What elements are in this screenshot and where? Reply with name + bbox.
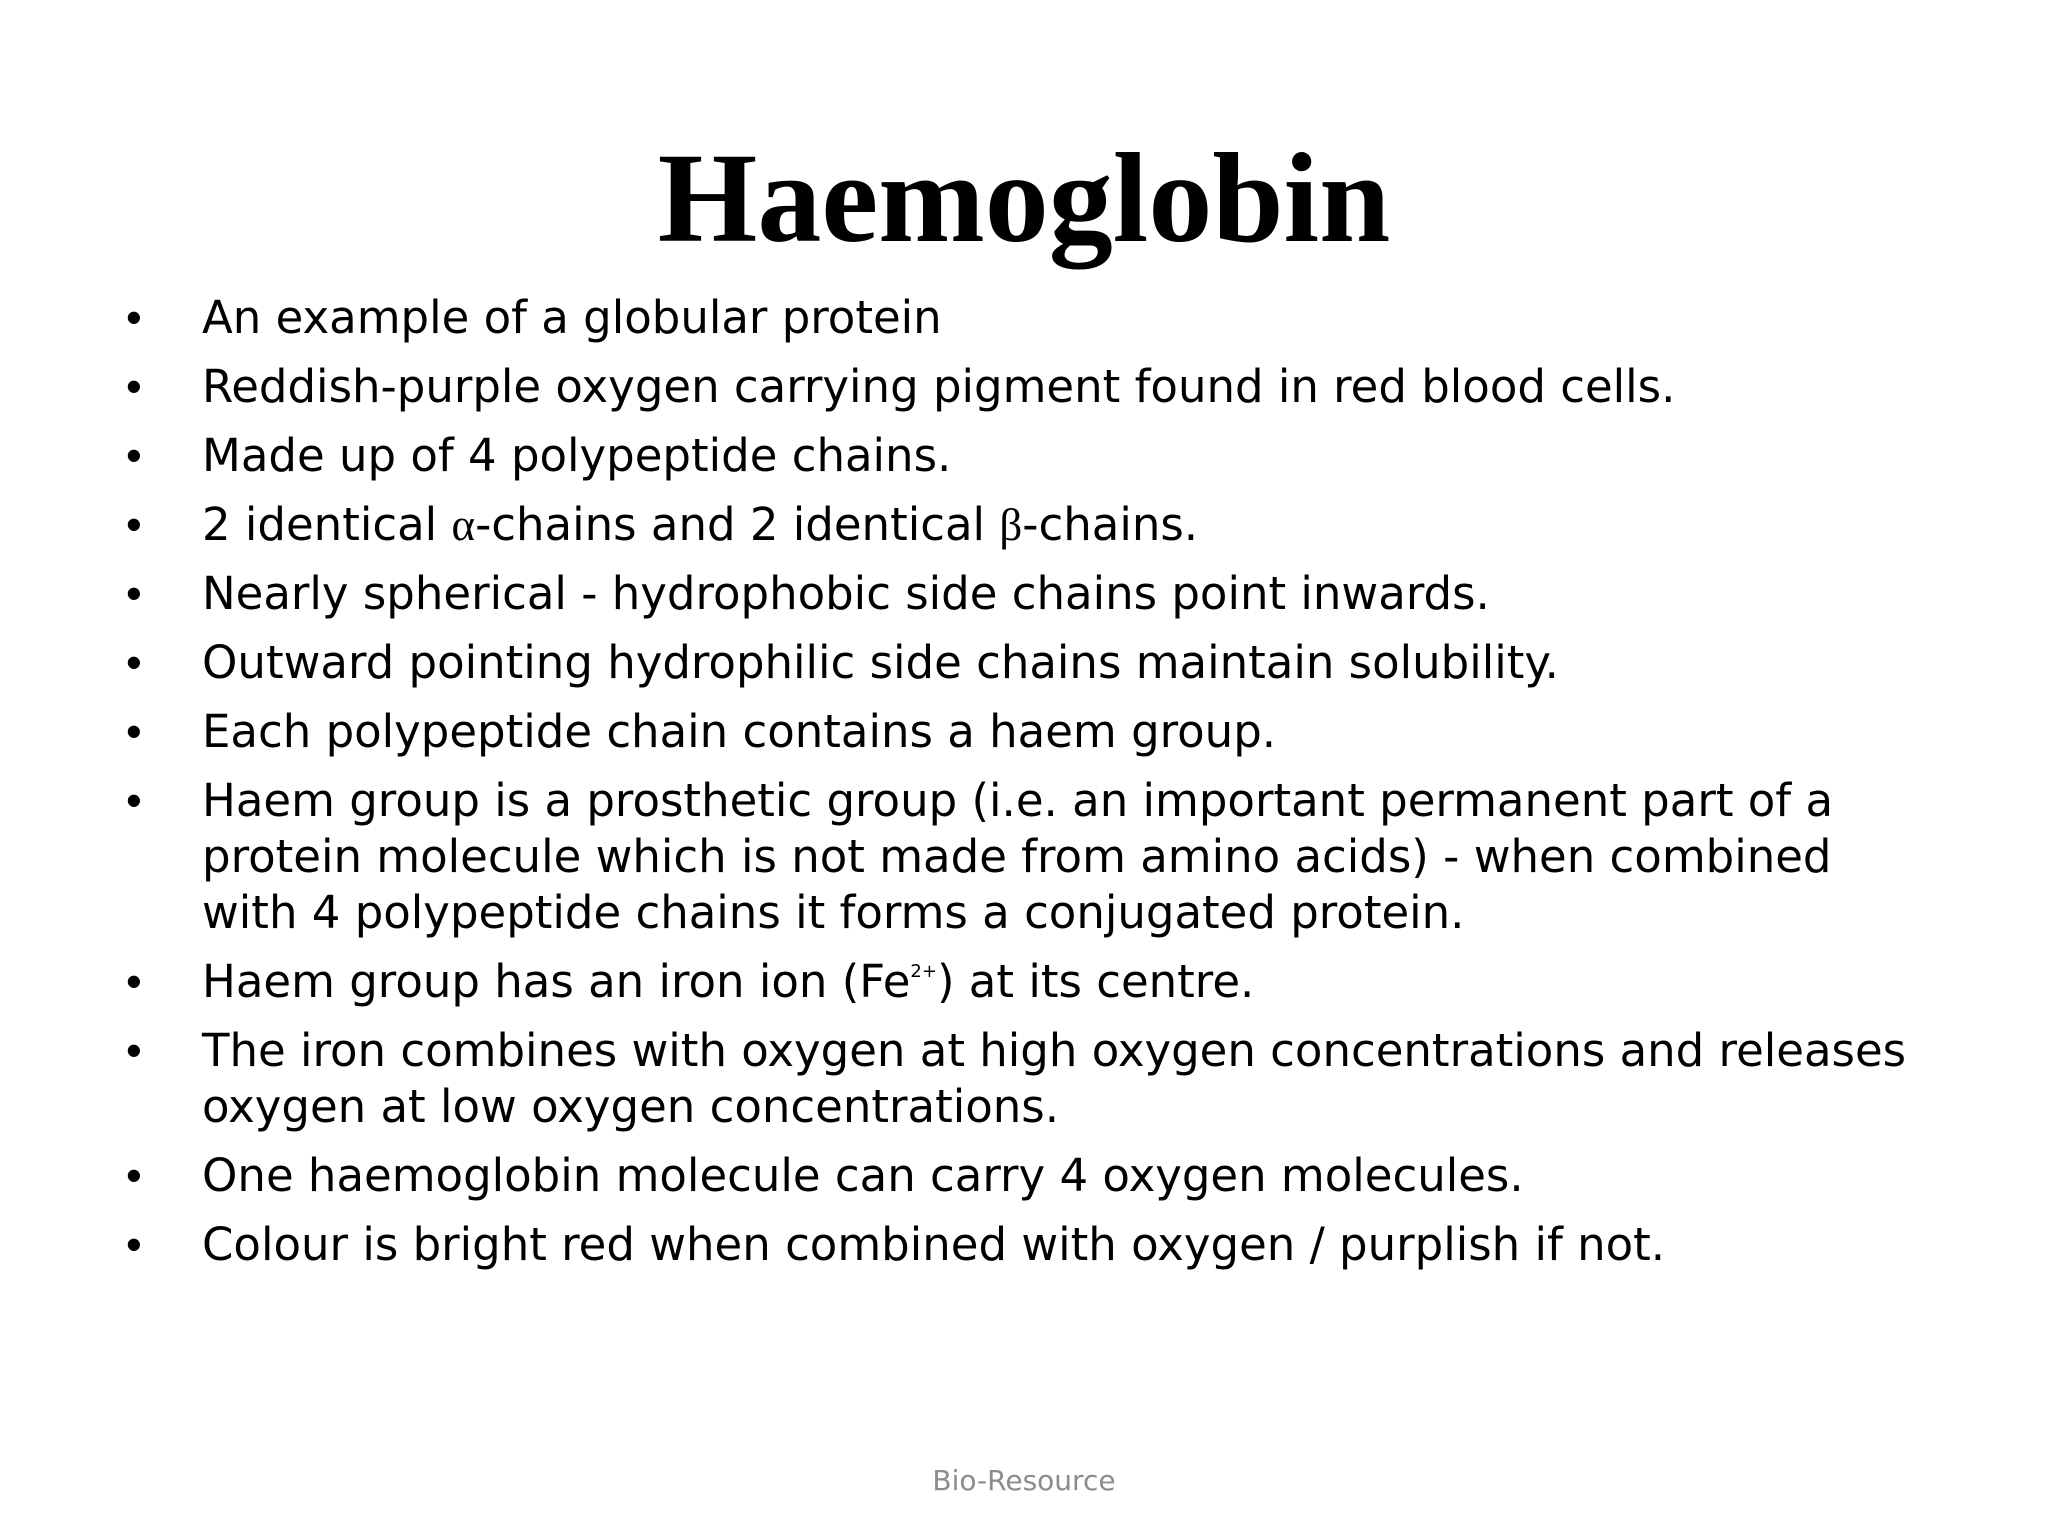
list-item [126,1023,1926,1135]
list-item [126,635,1926,691]
bullet-text: Each polypeptide chain contains a haem group. [202,705,1277,758]
bullet-text: Nearly spherical - hydrophobic side chains point inwards. [202,567,1490,620]
iron-charge-superscript: 2+ [910,961,937,982]
bullet-icon: • [126,706,142,757]
bullet-icon: • [126,1150,142,1201]
bullet-icon: • [126,568,142,619]
bullet-text: Haem group is a prosthetic group (i.e. an important permanent part of a protein molecule which is not made from amino acids) - when combined with 4 polypeptide chains it forms a conjugated protein. [202,774,1834,939]
list-item [126,566,1926,622]
list-item [126,290,1926,346]
bullet-icon: • [126,499,142,550]
alpha-symbol: α [451,500,476,550]
bullet-icon: • [126,775,142,826]
bullet-text-part: 2 identical [202,498,452,551]
bullet-icon: • [126,292,142,343]
bullet-text: Colour is bright red when combined with oxygen / purplish if not. [202,1218,1666,1271]
bullet-icon: • [126,430,142,481]
list-item [126,773,1926,941]
list-item [126,1217,1926,1273]
bullet-icon: • [126,956,142,1007]
bullet-text: Made up of 4 polypeptide chains. [202,429,952,482]
bullet-text: Outward pointing hydrophilic side chains maintain solubility. [202,636,1559,689]
bullet-text-part: Haem group has an iron ion (Fe [202,955,911,1008]
footer-text: Bio-Resource [932,1464,1116,1497]
bullet-icon: • [126,1219,142,1270]
bullet-text [202,955,1254,1008]
list-item [126,428,1926,484]
bullet-text: Reddish-purple oxygen carrying pigment found in red blood cells. [202,360,1676,413]
bullet-icon: • [126,1025,142,1076]
bullet-text-part: ) at its centre. [936,955,1255,1008]
list-item [126,359,1926,415]
bullet-text-part: -chains and 2 identical [475,498,1000,551]
bullet-text: An example of a globular protein [202,291,942,344]
bullet-text: One haemoglobin molecule can carry 4 oxygen molecules. [202,1149,1524,1202]
list-item [126,1148,1926,1204]
bullet-text [202,498,1198,551]
bullet-icon: • [126,637,142,688]
list-item [126,497,1926,553]
bullet-text: The iron combines with oxygen at high oxygen concentrations and releases oxygen at low oxygen concentrations. [202,1024,1907,1133]
bullet-text-part: -chains. [1022,498,1199,551]
slide-title: Haemoglobin [657,127,1391,269]
beta-symbol: β [999,500,1023,550]
bullet-list [126,290,1926,1286]
list-item [126,954,1926,1010]
list-item [126,704,1926,760]
bullet-icon: • [126,361,142,412]
